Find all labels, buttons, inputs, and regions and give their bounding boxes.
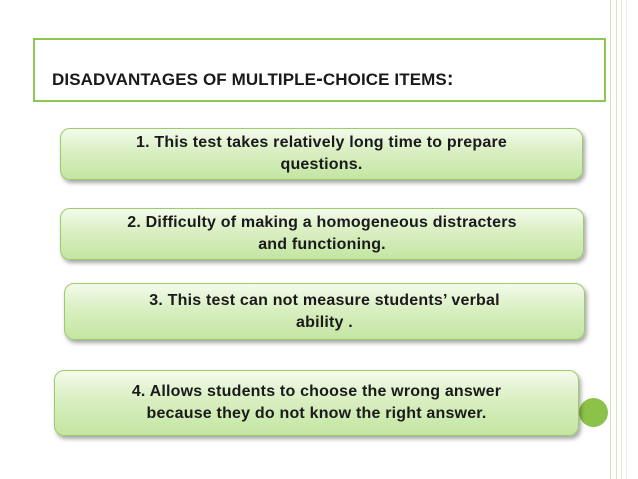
slide-title <box>52 68 454 91</box>
title-rest: CHOICE ITEMS <box>322 70 447 89</box>
title-main: DISADVANTAGES OF MULTIPLE <box>52 70 317 89</box>
decorative-edge-line <box>626 0 627 479</box>
title-colon: : <box>446 68 454 90</box>
decorative-edge-line <box>610 0 611 479</box>
decorative-edge-line <box>621 0 622 479</box>
disadvantage-card-4 <box>54 370 579 436</box>
decorative-edge-line <box>616 0 617 479</box>
title-hyphen: - <box>316 68 323 90</box>
disadvantage-card-1 <box>60 128 583 180</box>
card-text: 1. This test takes relatively long time to prepare questions. <box>135 134 507 173</box>
disadvantage-card-3 <box>64 283 585 340</box>
card-text: 2. Difficulty of making a homogeneous distracters and functioning. <box>127 214 517 253</box>
card-text: 4. Allows students to choose the wrong answer because they do not know the right answer. <box>131 383 502 422</box>
card-text: 3. This test can not measure students’ verbal ability . <box>149 291 500 331</box>
disadvantage-card-2 <box>60 208 584 260</box>
decorative-circle <box>579 398 608 427</box>
